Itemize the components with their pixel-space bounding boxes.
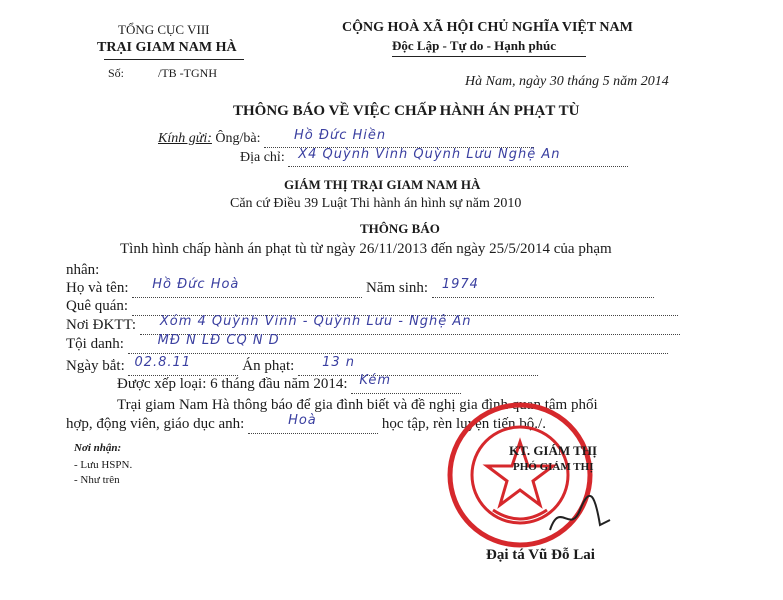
- motto-underline: [392, 56, 586, 57]
- arrest-label: Ngày bắt:: [66, 358, 125, 374]
- warden-heading: GIÁM THỊ TRẠI GIAM NAM HÀ: [284, 177, 481, 192]
- arrest-value-line: [128, 355, 238, 376]
- crime-label: Tội danh:: [66, 336, 124, 352]
- recipients-label: Nơi nhận:: [74, 442, 122, 454]
- sentence-label: Án phạt:: [242, 358, 295, 374]
- org-name: TRẠI GIAM NAM HÀ: [97, 40, 237, 55]
- to-value: Hồ Đức Hiền: [294, 128, 387, 143]
- org-underline: [104, 59, 244, 60]
- name-value: Hồ Đức Hoà: [152, 277, 240, 292]
- signature-title: PHÓ GIÁM THỊ: [513, 461, 594, 473]
- place-date: Hà Nam, ngày 30 tháng 5 năm 2014: [465, 74, 669, 89]
- closing-line-1: Trại giam Nam Hà thông báo để gia đình biết và đề nghị gia đình quan tâm phối: [117, 397, 598, 413]
- document-title: THÔNG BÁO VỀ VIỆC CHẤP HÀNH ÁN PHẠT TÙ: [233, 103, 580, 119]
- closing-line-2-end: học tập, rèn luyện tiến bộ./.: [381, 416, 546, 432]
- doc-number-label: Số:: [108, 66, 125, 80]
- to-value-line: [264, 128, 534, 148]
- crime-value-line: [128, 333, 668, 354]
- arrest-row: [66, 355, 538, 376]
- hometown-label: Quê quán:: [66, 298, 129, 314]
- name-value-line: [132, 277, 362, 298]
- recipients-item-1: - Lưu HSPN.: [74, 459, 133, 471]
- birth-label: Năm sinh:: [365, 280, 429, 296]
- residence-value: Xóm 4 Quỳnh Vinh - Quỳnh Lưu - Nghệ An: [159, 314, 472, 329]
- closing-line-2-start: hợp, động viên, giáo dục anh:: [66, 416, 245, 432]
- address-line: [240, 147, 628, 167]
- signer-name: Đại tá Vũ Đỗ Lai: [486, 547, 595, 563]
- rating-label: Được xếp loại: 6 tháng đầu năm 2014:: [117, 376, 348, 392]
- notice-heading: THÔNG BÁO: [360, 221, 440, 236]
- rating-row: [117, 373, 461, 394]
- address-value-line: [288, 147, 628, 167]
- doc-number-suffix: /TB -TGNH: [158, 66, 217, 80]
- handwritten-signature: [545, 490, 615, 540]
- crime-value: MĐ N LĐ CQ N D: [157, 333, 280, 348]
- agency-name: TỔNG CỤC VIII: [118, 22, 210, 37]
- name-label: Họ và tên:: [66, 280, 129, 296]
- closing-value: Hoà: [288, 413, 317, 428]
- birth-value: 1974: [441, 277, 479, 292]
- birth-value-line: [432, 277, 654, 298]
- to-prefix: Ông/bà:: [215, 131, 261, 146]
- sentence-value: 13 n: [322, 355, 355, 370]
- rating-value: Kém: [359, 373, 392, 388]
- residence-label: Nơi ĐKTT:: [66, 317, 137, 333]
- to-label: Kính gửi:: [158, 131, 212, 146]
- intro-line-1: Tình hình chấp hành án phạt tù từ ngày 26/11/2013 đến ngày 25/5/2014 của phạm: [120, 241, 612, 257]
- sentence-value-line: [298, 355, 538, 376]
- country-name: CỘNG HOÀ XÃ HỘI CHỦ NGHĨA VIỆT NAM: [342, 20, 633, 35]
- legal-basis: Căn cứ Điều 39 Luật Thi hành án hình sự năm 2010: [230, 196, 522, 211]
- address-value: X4 Quỳnh Vinh Quỳnh Lưu Nghệ An: [298, 147, 561, 162]
- motto: Độc Lập - Tự do - Hạnh phúc: [392, 38, 556, 53]
- crime-row: [66, 333, 668, 354]
- rating-value-line: [351, 373, 461, 394]
- arrest-value: 02.8.11: [134, 355, 192, 370]
- signature-for: KT. GIÁM THỊ: [509, 443, 598, 458]
- recipient-line: [158, 128, 534, 148]
- intro-line-2: nhân:: [66, 262, 100, 278]
- address-label: Địa chỉ:: [240, 150, 285, 165]
- closing-value-line: [248, 413, 378, 434]
- name-row: [66, 277, 654, 298]
- recipients-item-2: - Như trên: [74, 474, 120, 486]
